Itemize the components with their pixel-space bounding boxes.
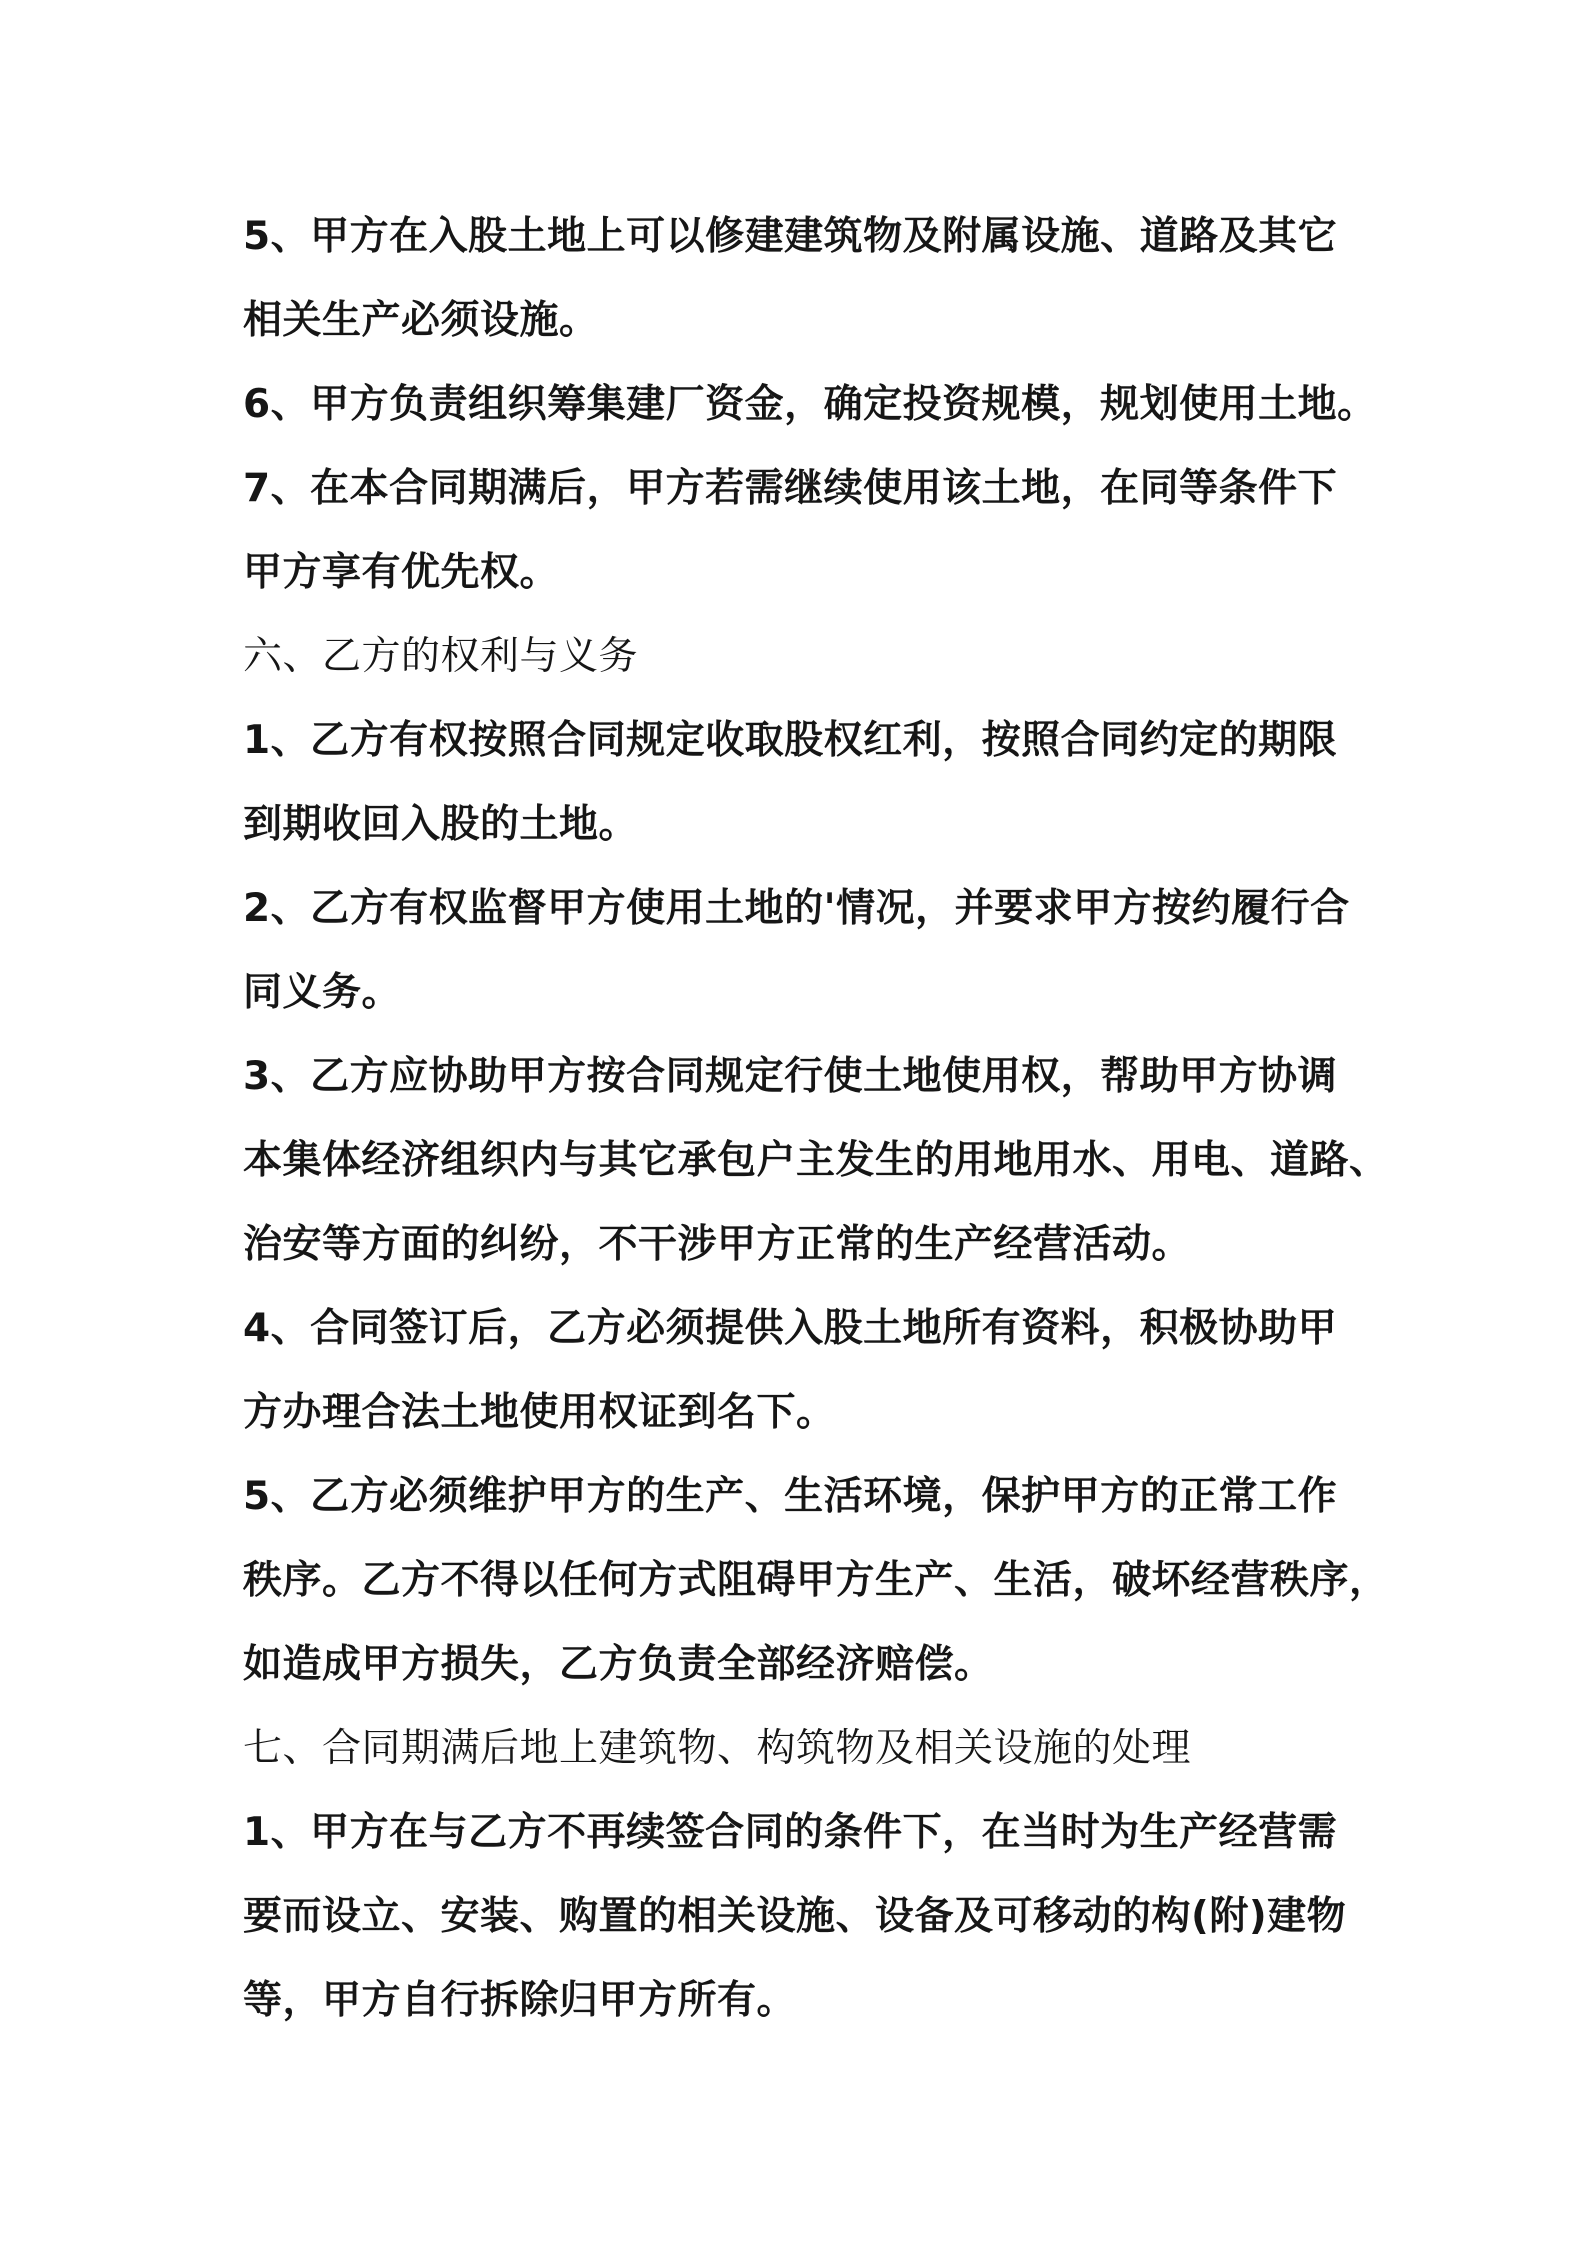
text-line: 4、合同签订后，乙方必须提供入股土地所有资料，积极协助甲 bbox=[243, 1306, 1338, 1351]
text-line: 相关生产必须设施。 bbox=[243, 298, 599, 343]
text-line: 5、乙方必须维护甲方的生产、生活环境，保护甲方的正常工作 bbox=[243, 1474, 1338, 1519]
text-line: 7、在本合同期满后，甲方若需继续使用该土地，在同等条件下 bbox=[243, 466, 1338, 511]
text-line: 1、乙方有权按照合同规定收取股权红利，按照合同约定的期限 bbox=[243, 718, 1338, 763]
text-line: 到期收回入股的土地。 bbox=[243, 802, 639, 847]
section-heading: 七、合同期满后地上建筑物、构筑物及相关设施的处理 bbox=[243, 1726, 1192, 1771]
text-line: 3、乙方应协助甲方按合同规定行使土地使用权，帮助甲方协调 bbox=[243, 1054, 1338, 1099]
text-line: 秩序。乙方不得以任何方式阻碍甲方生产、生活，破坏经营秩序， bbox=[243, 1558, 1389, 1603]
text-line: 方办理合法土地使用权证到名下。 bbox=[243, 1390, 836, 1435]
text-line: 治安等方面的纠纷，不干涉甲方正常的生产经营活动。 bbox=[243, 1222, 1192, 1267]
section-heading: 六、乙方的权利与义务 bbox=[243, 634, 639, 679]
document-body bbox=[243, 195, 1389, 2043]
text-line: 要而设立、安装、购置的相关设施、设备及可移动的构(附)建物 bbox=[243, 1894, 1347, 1939]
text-line: 6、甲方负责组织筹集建厂资金，确定投资规模，规划使用土地。 bbox=[243, 382, 1377, 427]
text-line: 等，甲方自行拆除归甲方所有。 bbox=[243, 1978, 797, 2023]
text-line: 如造成甲方损失，乙方负责全部经济赔偿。 bbox=[243, 1642, 994, 1687]
text-line: 同义务。 bbox=[243, 970, 402, 1015]
text-line: 5、甲方在入股土地上可以修建建筑物及附属设施、道路及其它 bbox=[243, 214, 1338, 259]
text-line: 本集体经济组织内与其它承包户主发生的用地用水、用电、道路、 bbox=[243, 1138, 1389, 1183]
text-line: 甲方享有优先权。 bbox=[243, 550, 560, 595]
text-line: 2、乙方有权监督甲方使用土地的'情况，并要求甲方按约履行合 bbox=[243, 886, 1350, 931]
text-line: 1、甲方在与乙方不再续签合同的条件下，在当时为生产经营需 bbox=[243, 1810, 1338, 1855]
